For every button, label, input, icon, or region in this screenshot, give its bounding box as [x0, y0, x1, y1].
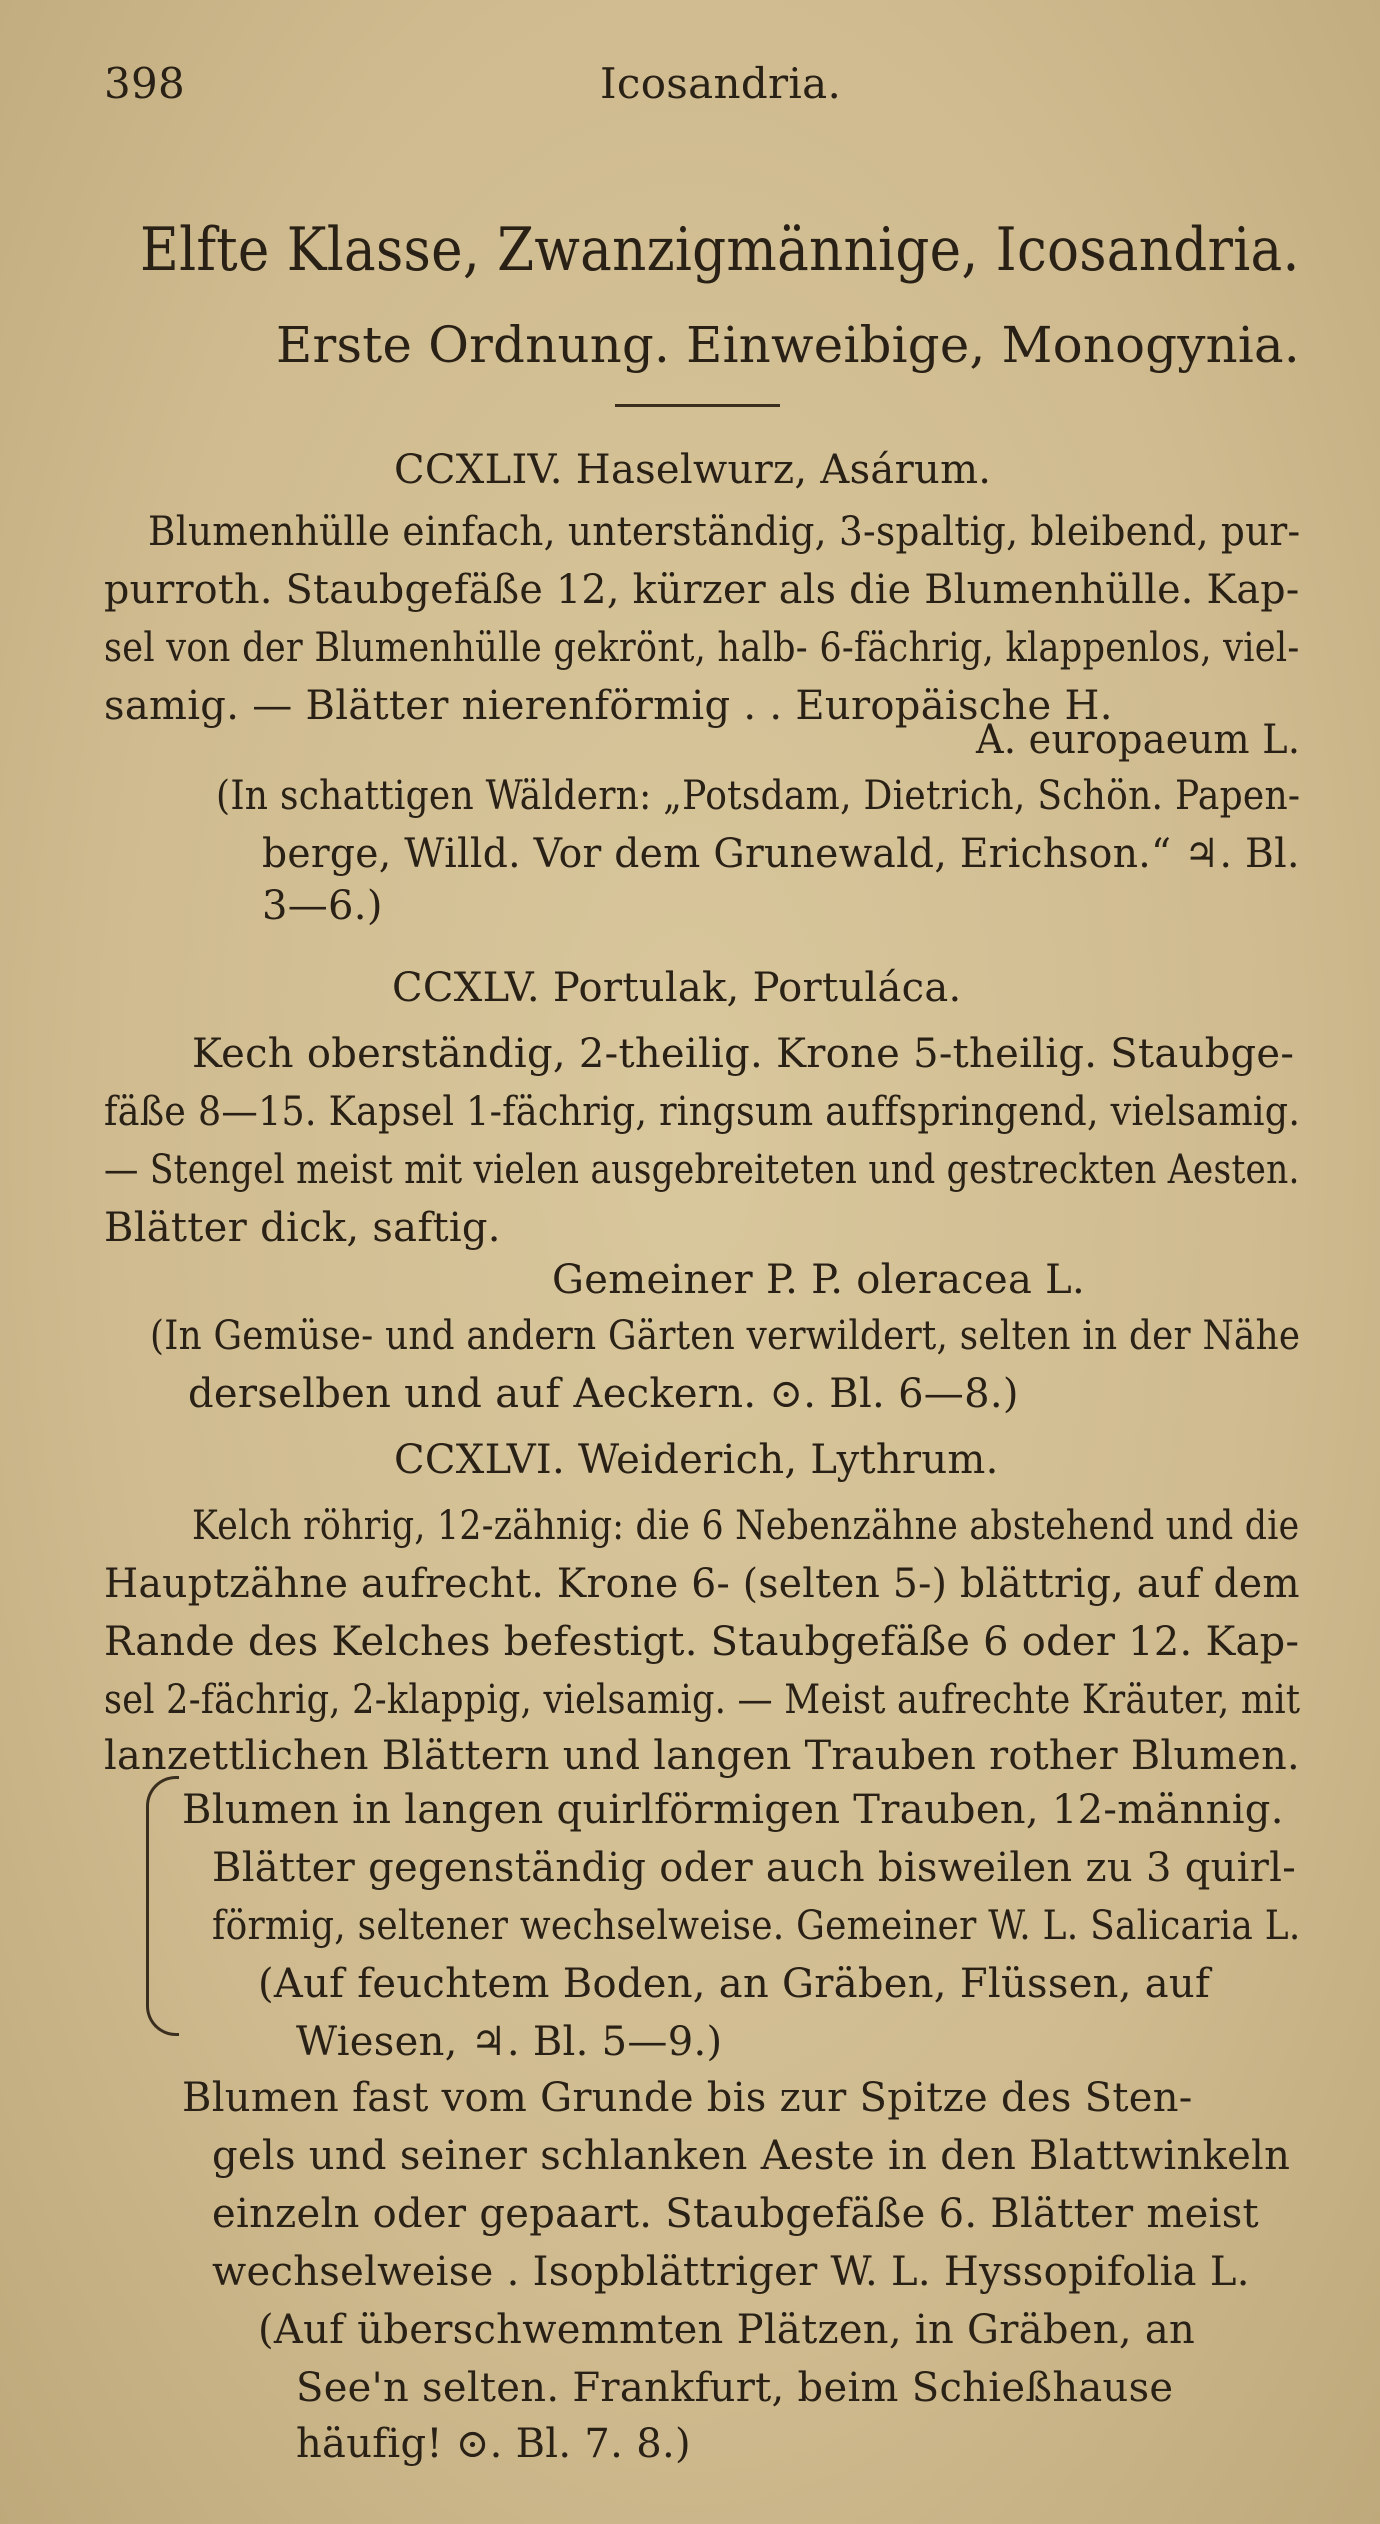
text-line: Blumenhülle einfach, unterständig, 3-spaltig, bleibend, pur- [148, 509, 1301, 555]
order-title: Erste Ordnung. Einweibige, Monogynia. [276, 316, 1300, 374]
text-line: sel von der Blumenhülle gekrönt, halb- 6-fächrig, klappenlos, viel- [104, 625, 1300, 671]
text-line: purroth. Staubgefäße 12, kürzer als die Blumenhülle. Kap- [104, 567, 1300, 613]
key-bracket [146, 1776, 179, 2036]
species-name: A. europaeum L. [976, 717, 1301, 763]
text-line: (Auf überschwemmten Plätzen, in Gräben, an [258, 2307, 1196, 2353]
text-line: Blätter gegenständig oder auch bisweilen zu 3 quirl- [212, 1845, 1297, 1891]
text-line: gels und seiner schlanken Aeste in den Blattwinkeln [212, 2133, 1291, 2179]
text-line: wechselweise . Isopblättriger W. L. Hyssopifolia L. [212, 2249, 1250, 2295]
text-line: 3—6.) [262, 883, 383, 929]
text-line: samig. — Blätter nierenförmig . . Europäische H. [104, 683, 1113, 729]
text-line: Blumen in langen quirlförmigen Trauben, 12-männig. [182, 1787, 1284, 1833]
text-line: derselben und auf Aeckern. ⊙. Bl. 6—8.) [188, 1371, 1019, 1417]
divider-rule [615, 404, 780, 407]
species-name: Gemeiner P. P. oleracea L. [552, 1257, 1085, 1303]
text-line: Kech oberständig, 2-theilig. Krone 5-theilig. Staubge- [192, 1031, 1295, 1077]
text-line: einzeln oder gepaart. Staubgefäße 6. Blätter meist [212, 2191, 1259, 2237]
text-line: Hauptzähne aufrecht. Krone 6- (selten 5-) blättrig, auf dem [104, 1561, 1300, 1607]
genus-heading-lythrum: CCXLVI. Weiderich, Lythrum. [394, 1437, 999, 1483]
text-line: Blätter dick, saftig. [104, 1205, 501, 1251]
text-line: — Stengel meist mit vielen ausgebreiteten und gestreckten Aesten. [104, 1147, 1300, 1193]
text-line: Blumen fast vom Grunde bis zur Spitze des Sten- [182, 2075, 1193, 2121]
text-line: berge, Willd. Vor dem Grunewald, Erichson.“ ♃. Bl. [262, 831, 1300, 877]
text-line: fäße 8—15. Kapsel 1-fächrig, ringsum auffspringend, vielsamig. [104, 1089, 1301, 1135]
class-title: Elfte Klasse, Zwanzigmännige, Icosandria. [140, 215, 1300, 285]
genus-heading-asarum: CCXLIV. Haselwurz, Asárum. [394, 447, 992, 493]
running-title: Icosandria. [600, 59, 842, 108]
text-line: Rande des Kelches befestigt. Staubgefäße 6 oder 12. Kap- [104, 1619, 1300, 1665]
text-line: See'n selten. Frankfurt, beim Schießhause [296, 2365, 1174, 2411]
text-line: (In schattigen Wäldern: „Potsdam, Dietrich, Schön. Papen- [216, 773, 1301, 819]
page-number: 398 [104, 59, 186, 108]
text-line: lanzettlichen Blättern und langen Trauben rother Blumen. [104, 1733, 1300, 1779]
text-line: sel 2-fächrig, 2-klappig, vielsamig. — Meist aufrechte Kräuter, mit [104, 1677, 1301, 1723]
genus-heading-portulaca: CCXLV. Portulak, Portuláca. [392, 965, 962, 1011]
text-line: (Auf feuchtem Boden, an Gräben, Flüssen, auf [258, 1961, 1211, 2007]
text-line: förmig, seltener wechselweise. Gemeiner W. L. Salicaria L. [212, 1903, 1301, 1949]
text-line: (In Gemüse- und andern Gärten verwildert, selten in der Nähe [150, 1313, 1301, 1359]
text-line: Wiesen, ♃. Bl. 5—9.) [296, 2019, 723, 2065]
text-line: Kelch röhrig, 12-zähnig: die 6 Nebenzähne abstehend und die [192, 1503, 1300, 1549]
text-line: häufig! ⊙. Bl. 7. 8.) [296, 2421, 691, 2467]
